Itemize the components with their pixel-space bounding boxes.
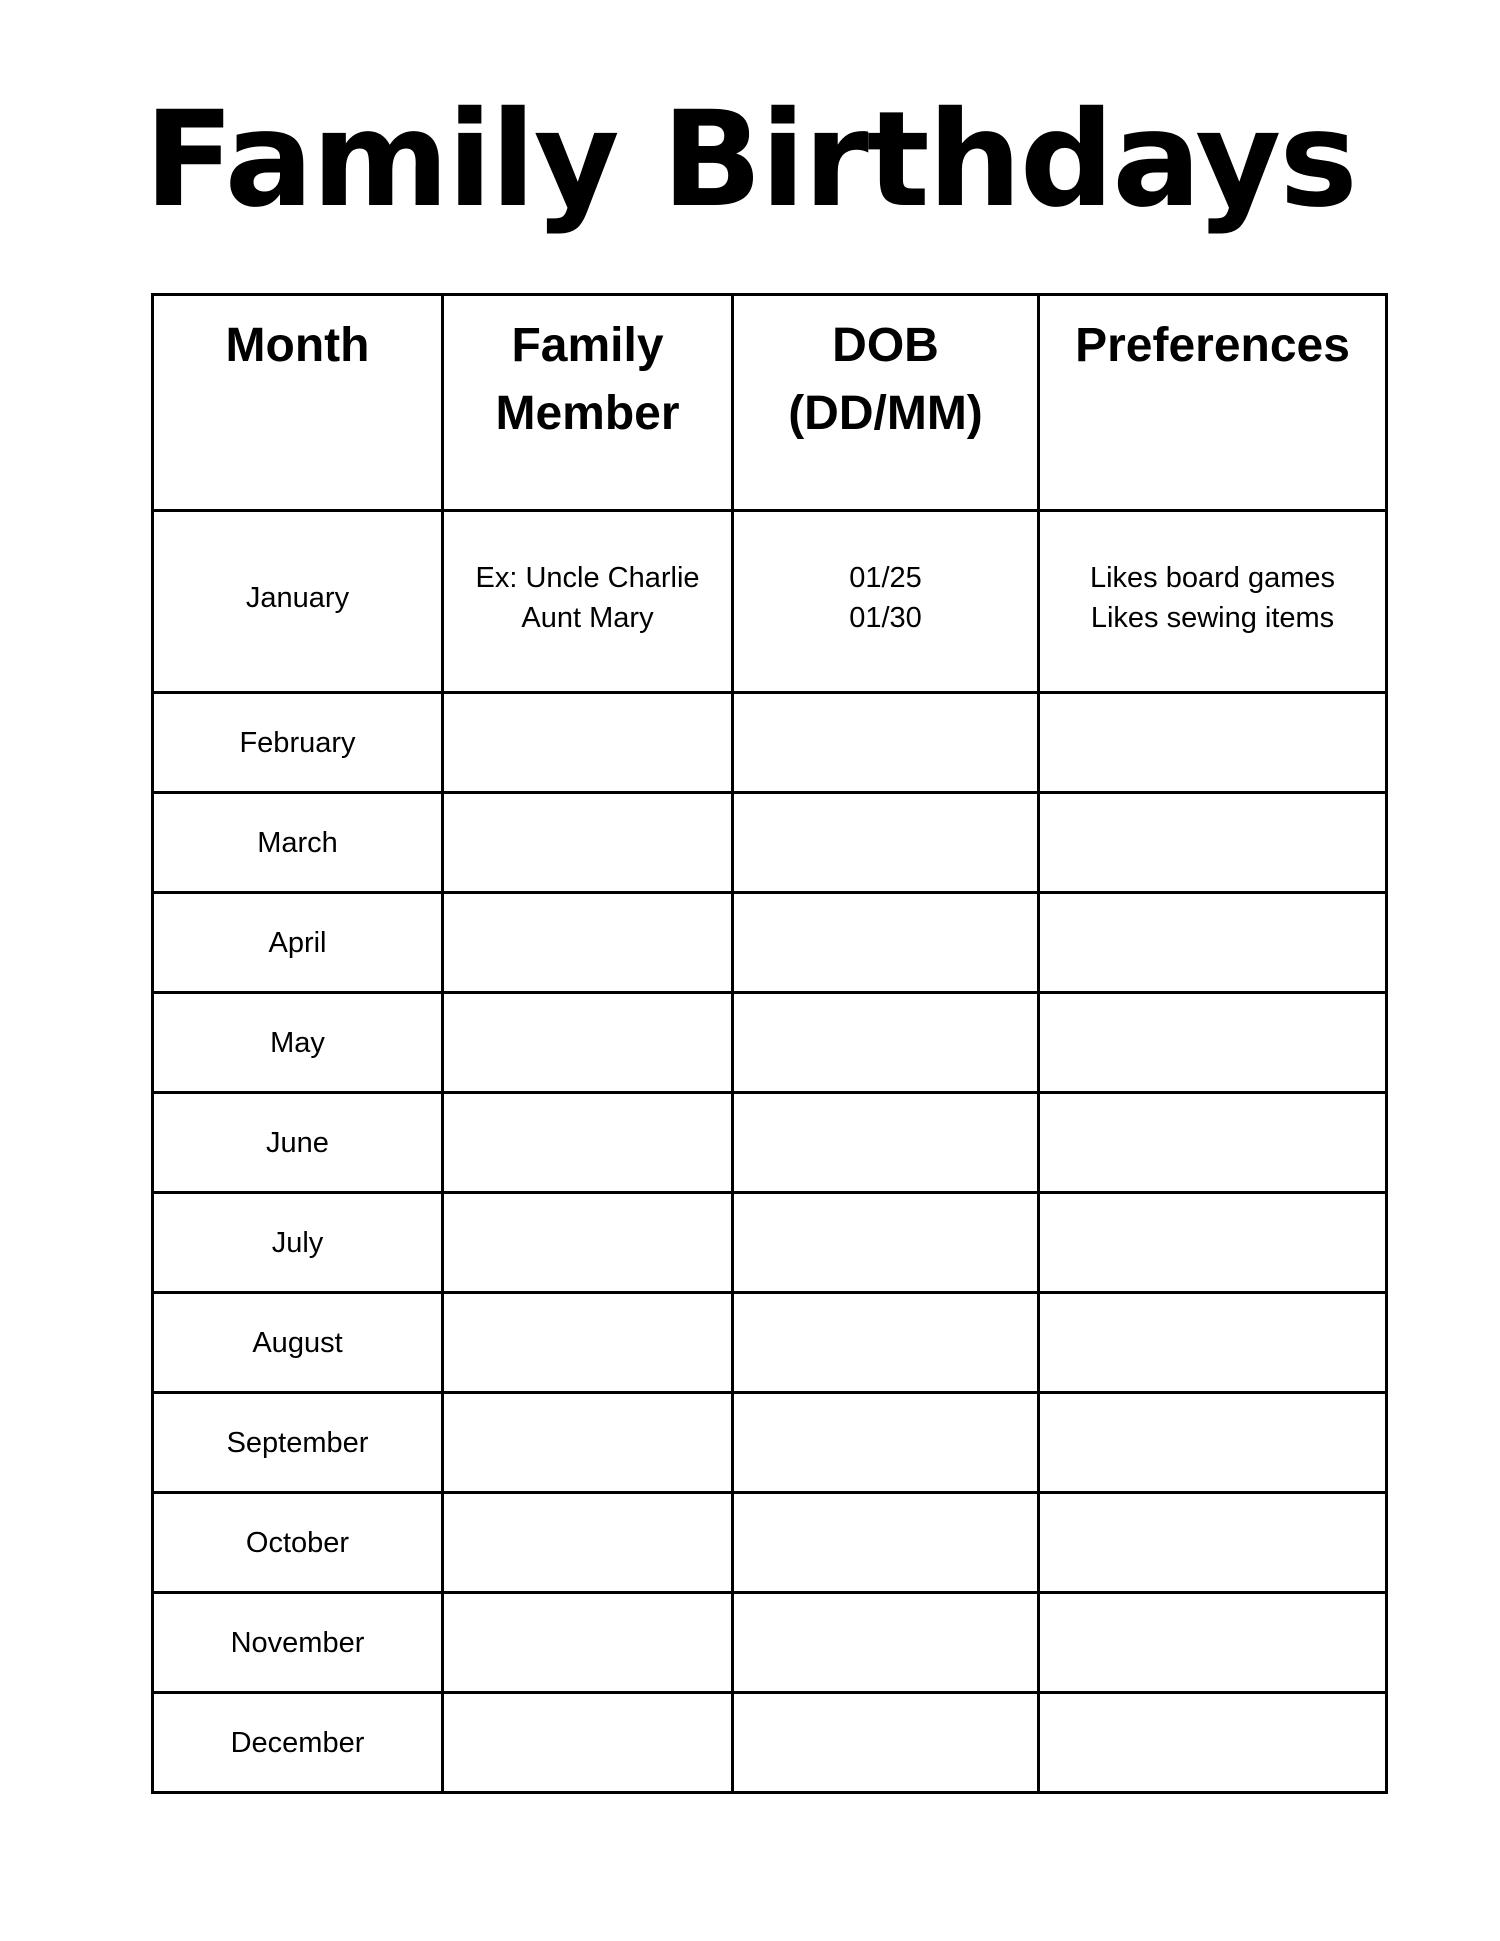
month-rows	[153, 693, 1387, 1793]
table-row	[153, 993, 1387, 1093]
header-dob	[733, 295, 1039, 511]
month-cell: August	[153, 1293, 443, 1393]
preferences-cell[interactable]	[1039, 693, 1387, 793]
family-member-cell[interactable]	[443, 693, 733, 793]
dob-cell[interactable]	[733, 1493, 1039, 1593]
table-row	[153, 1693, 1387, 1793]
example-dob-line1: 01/25	[849, 562, 922, 594]
family-member-cell[interactable]	[443, 1093, 733, 1193]
family-member-cell[interactable]	[443, 1493, 733, 1593]
preferences-cell[interactable]	[1039, 1393, 1387, 1493]
family-member-cell-example[interactable]	[443, 511, 733, 693]
example-pref-line2: Likes sewing items	[1090, 602, 1335, 634]
dob-cell[interactable]	[733, 1593, 1039, 1693]
month-cell: April	[153, 893, 443, 993]
table-row	[153, 1393, 1387, 1493]
header-preferences	[1039, 295, 1387, 511]
month-cell: September	[153, 1393, 443, 1493]
dob-cell[interactable]	[733, 693, 1039, 793]
family-member-cell[interactable]	[443, 893, 733, 993]
table-header-row	[153, 295, 1387, 511]
month-cell: June	[153, 1093, 443, 1193]
preferences-cell[interactable]	[1039, 1193, 1387, 1293]
dob-cell[interactable]	[733, 893, 1039, 993]
month-cell: October	[153, 1493, 443, 1593]
table-row	[153, 1093, 1387, 1193]
header-dob-line1: DOB	[832, 319, 939, 372]
header-month-label: Month	[225, 319, 370, 372]
family-member-cell[interactable]	[443, 1293, 733, 1393]
dob-cell[interactable]	[733, 1193, 1039, 1293]
preferences-cell-example[interactable]	[1039, 511, 1387, 693]
table-row	[153, 893, 1387, 993]
dob-cell[interactable]	[733, 1393, 1039, 1493]
header-family-member	[443, 295, 733, 511]
example-pref-line1: Likes board games	[1089, 562, 1336, 594]
preferences-cell[interactable]	[1039, 1093, 1387, 1193]
dob-cell-example[interactable]	[733, 511, 1039, 693]
header-dob-line2: (DD/MM)	[788, 387, 983, 440]
preferences-cell[interactable]	[1039, 993, 1387, 1093]
header-preferences-label: Preferences	[1075, 319, 1350, 372]
table-row	[153, 793, 1387, 893]
example-member-line1: Ex: Uncle Charlie	[475, 562, 700, 594]
header-family-member-line1: Family	[511, 319, 664, 372]
header-family-member-line2: Member	[495, 387, 680, 440]
family-member-cell[interactable]	[443, 793, 733, 893]
table-row	[153, 693, 1387, 793]
family-member-cell[interactable]	[443, 1193, 733, 1293]
month-cell-january: January	[153, 511, 443, 693]
example-member-line2: Aunt Mary	[521, 602, 654, 634]
example-dob-line2: 01/30	[849, 602, 922, 634]
dob-cell[interactable]	[733, 1293, 1039, 1393]
dob-cell[interactable]	[733, 1093, 1039, 1193]
month-cell: February	[153, 693, 443, 793]
family-member-cell[interactable]	[443, 993, 733, 1093]
preferences-cell[interactable]	[1039, 1593, 1387, 1693]
preferences-cell[interactable]	[1039, 1293, 1387, 1393]
preferences-cell[interactable]	[1039, 1493, 1387, 1593]
dob-cell[interactable]	[733, 1693, 1039, 1793]
table-row	[153, 1593, 1387, 1693]
month-cell: May	[153, 993, 443, 1093]
table-row	[153, 1193, 1387, 1293]
birthday-table	[151, 293, 1388, 1794]
table-row	[153, 1493, 1387, 1593]
dob-cell[interactable]	[733, 993, 1039, 1093]
table-row-example	[153, 511, 1387, 693]
family-member-cell[interactable]	[443, 1393, 733, 1493]
header-month	[153, 295, 443, 511]
preferences-cell[interactable]	[1039, 793, 1387, 893]
month-cell: July	[153, 1193, 443, 1293]
family-member-cell[interactable]	[443, 1693, 733, 1793]
dob-cell[interactable]	[733, 793, 1039, 893]
page-title: Family Birthdays	[144, 83, 1356, 237]
table-row	[153, 1293, 1387, 1393]
preferences-cell[interactable]	[1039, 893, 1387, 993]
month-cell: December	[153, 1693, 443, 1793]
preferences-cell[interactable]	[1039, 1693, 1387, 1793]
month-cell: November	[153, 1593, 443, 1693]
family-member-cell[interactable]	[443, 1593, 733, 1693]
month-cell: March	[153, 793, 443, 893]
